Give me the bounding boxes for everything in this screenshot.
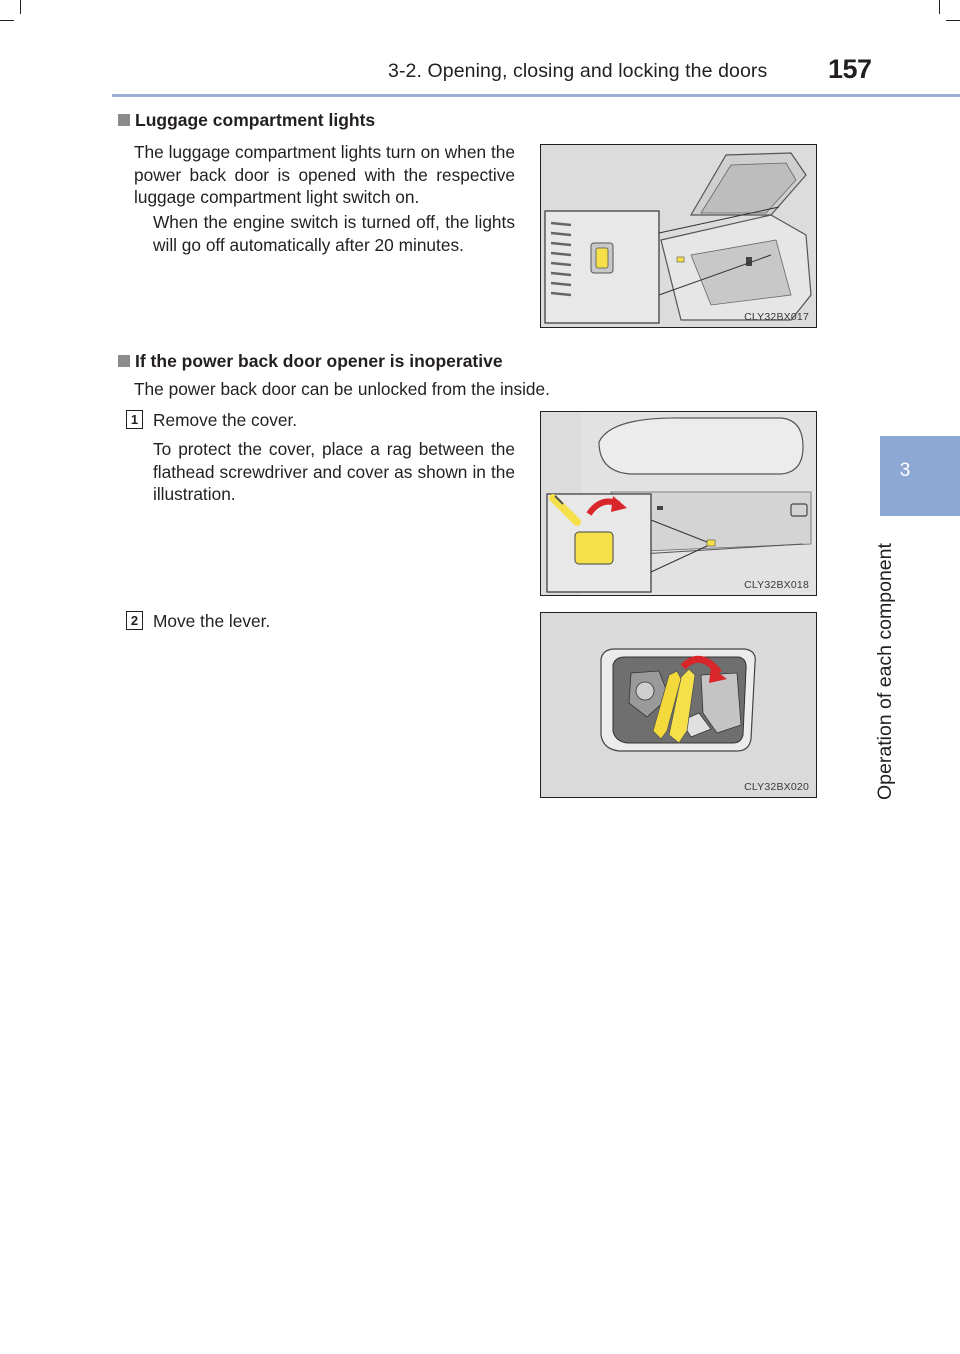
luggage-light-illustration <box>540 144 817 328</box>
header-divider <box>112 94 960 97</box>
crop-mark <box>20 0 21 14</box>
crop-mark <box>939 0 940 14</box>
step-1-detail: To protect the cover, place a rag between the flathead screwdriver and cover as shown in the illustration. <box>153 439 515 505</box>
step-2-title: Move the lever. <box>153 611 271 631</box>
step-number-badge: 1 <box>126 410 143 429</box>
section-heading-luggage-lights: Luggage compartment lights <box>118 110 375 131</box>
crop-mark <box>0 20 14 21</box>
figure-code: CLY32BX017 <box>744 311 809 323</box>
chapter-number: 3 <box>899 460 911 481</box>
page-number: 157 <box>828 54 872 84</box>
inoperative-intro: The power back door can be unlocked from the inside. <box>134 379 550 399</box>
remove-cover-illustration <box>540 411 817 596</box>
move-lever-illustration <box>540 612 817 798</box>
section-heading-inoperative-opener: If the power back door opener is inoperative <box>118 351 503 372</box>
square-bullet-icon <box>118 114 130 126</box>
figure-code: CLY32BX018 <box>744 579 809 591</box>
luggage-lights-body: The luggage compartment lights turn on when the power back door is opened with the respective luggage compartment light switch on. <box>134 142 515 208</box>
luggage-lights-note: When the engine switch is turned off, the lights will go off automatically after 20 minutes. <box>153 212 515 255</box>
chapter-title: Operation of each component <box>874 543 896 800</box>
step-number-badge: 2 <box>126 611 143 630</box>
figure-code: CLY32BX020 <box>744 781 809 793</box>
crop-mark <box>946 20 960 21</box>
section-header-title: 3-2. Opening, closing and locking the doors <box>388 60 768 82</box>
square-bullet-icon <box>118 355 130 367</box>
step-1-title: Remove the cover. <box>153 410 298 430</box>
